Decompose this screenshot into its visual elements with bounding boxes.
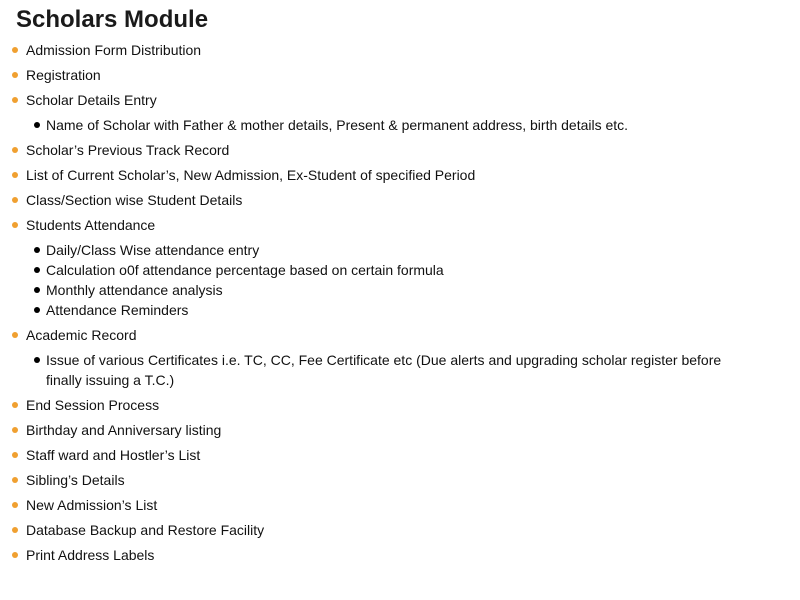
feature-label: List of Current Scholar’s, New Admission, Ex-Student of specified Period [26,167,476,183]
sub-item-label: Daily/Class Wise attendance entry [46,242,260,258]
feature-list [0,40,790,570]
feature-item [0,140,790,160]
feature-item [0,545,790,565]
feature-item [0,40,790,60]
sub-item-label: Name of Scholar with Father & mother details, Present & permanent address, birth details etc. [46,117,629,133]
sub-item [26,350,790,390]
feature-label: End Session Process [26,397,160,413]
sub-item [26,280,790,300]
feature-label: Database Backup and Restore Facility [26,522,265,538]
bullet-icon [12,47,18,53]
bullet-icon [12,527,18,533]
feature-item [0,165,790,185]
feature-item [0,420,790,440]
sub-list [26,350,790,390]
bullet-icon [12,97,18,103]
sub-bullet-icon [34,307,40,313]
feature-label: New Admission’s List [26,497,158,513]
sub-list [26,240,790,320]
sub-item-label: Monthly attendance analysis [46,282,223,298]
bullet-icon [12,172,18,178]
bullet-icon [12,332,18,338]
feature-label: Print Address Labels [26,547,155,563]
feature-item [0,395,790,415]
feature-item [0,495,790,515]
bullet-icon [12,197,18,203]
sub-bullet-icon [34,267,40,273]
feature-item [0,190,790,210]
feature-label: Students Attendance [26,217,156,233]
bullet-icon [12,222,18,228]
sub-item [26,240,790,260]
feature-label: Academic Record [26,327,137,343]
feature-item [0,325,790,390]
sub-bullet-icon [34,287,40,293]
feature-item [0,65,790,85]
feature-label: Birthday and Anniversary listing [26,422,222,438]
feature-label: Scholar Details Entry [26,92,157,108]
bullet-icon [12,477,18,483]
sub-item [26,300,790,320]
feature-label: Sibling’s Details [26,472,125,488]
sub-item-label: Calculation o0f attendance percentage based on certain formula [46,262,444,278]
feature-item [0,445,790,465]
feature-item [0,90,790,135]
sub-bullet-icon [34,247,40,253]
feature-label: Staff ward and Hostler’s List [26,447,201,463]
bullet-icon [12,552,18,558]
feature-label: Admission Form Distribution [26,42,202,58]
bullet-icon [12,502,18,508]
sub-item-label: Issue of various Certificates i.e. TC, CC, Fee Certificate etc (Due alerts and upgrading scholar register before finally issuing a T.C.) [46,352,722,388]
sub-item [26,115,790,135]
feature-label: Registration [26,67,101,83]
bullet-icon [12,427,18,433]
bullet-icon [12,452,18,458]
sub-item-label: Attendance Reminders [46,302,189,318]
feature-item [0,215,790,320]
sub-bullet-icon [34,122,40,128]
sub-list [26,115,790,135]
bullet-icon [12,402,18,408]
sub-item [26,260,790,280]
sub-bullet-icon [34,357,40,363]
feature-item [0,520,790,540]
bullet-icon [12,147,18,153]
feature-label: Class/Section wise Student Details [26,192,243,208]
bullet-icon [12,72,18,78]
feature-item [0,470,790,490]
page-title: Scholars Module [16,6,209,33]
feature-label: Scholar’s Previous Track Record [26,142,230,158]
